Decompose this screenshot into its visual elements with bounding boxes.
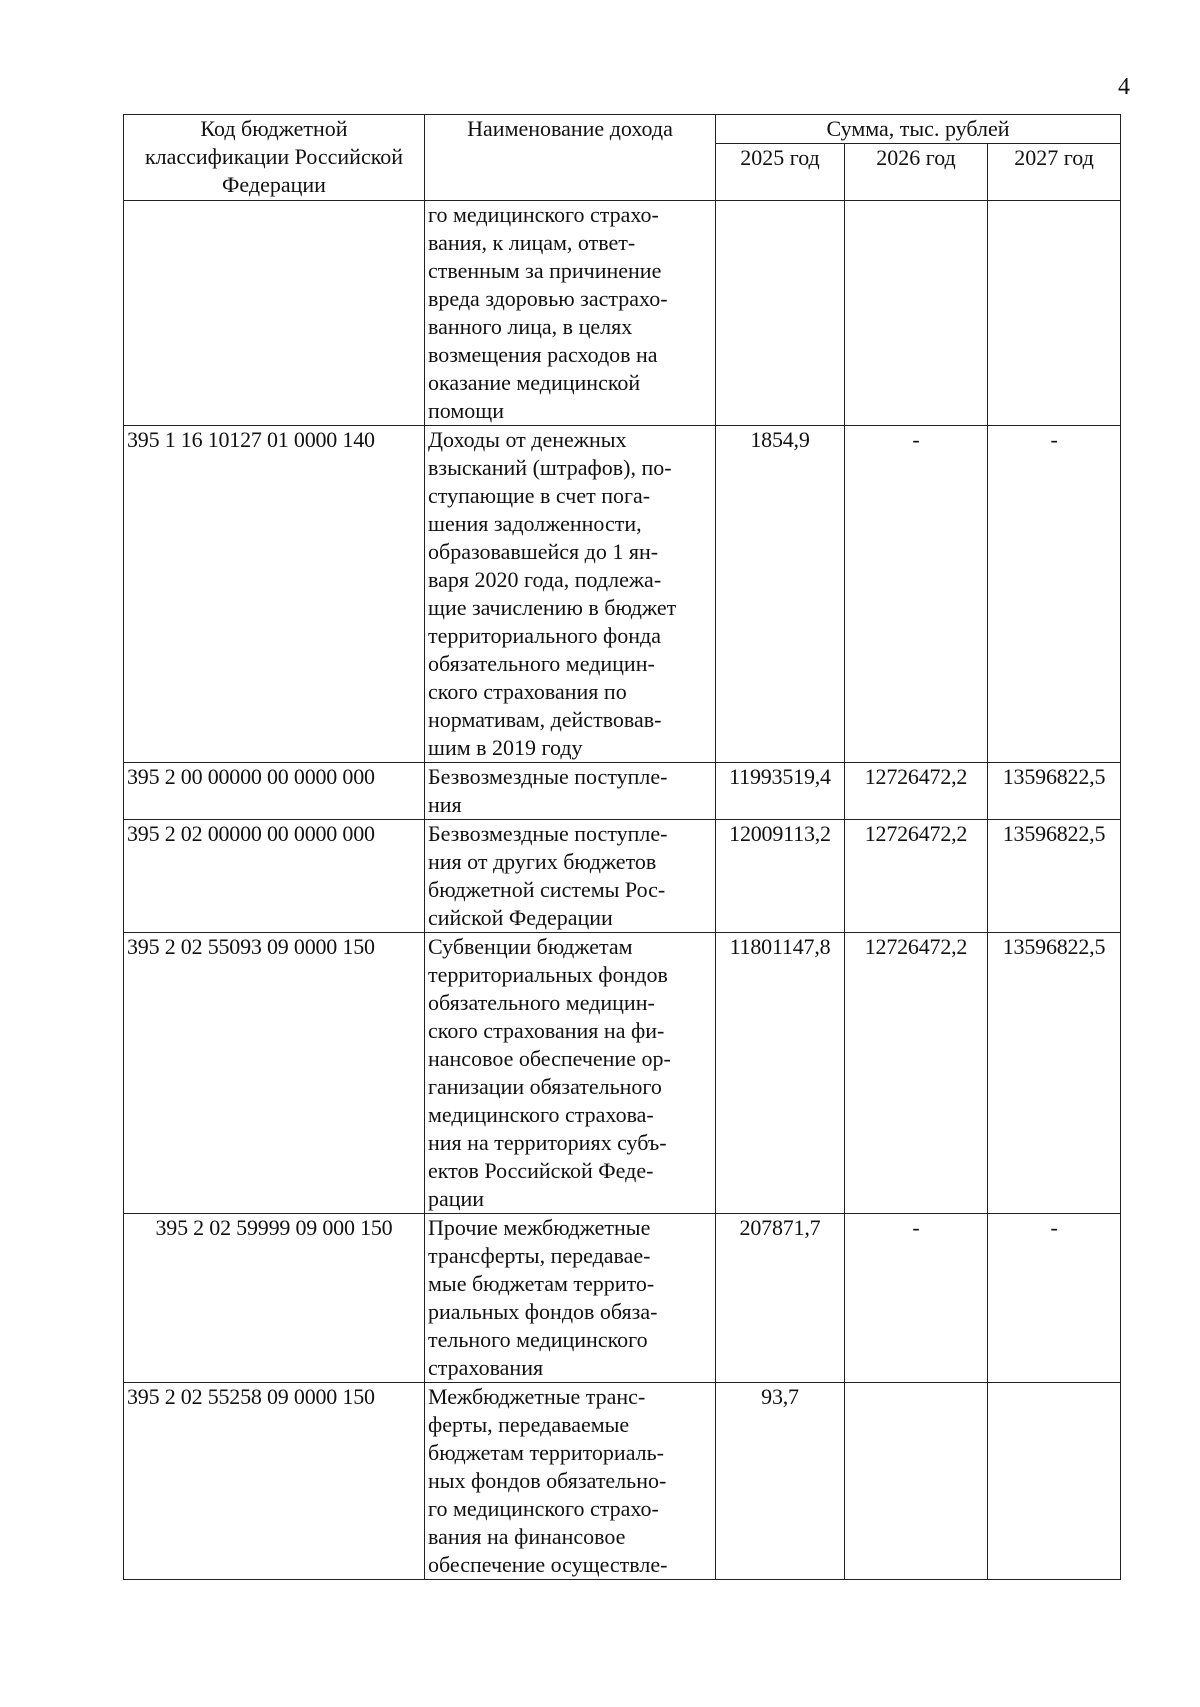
cell-amount-2027: -: [988, 426, 1121, 763]
name-line: ных фондов обязательно-: [428, 1468, 667, 1493]
name-line: рации: [428, 1186, 485, 1211]
name-line: территориального фонда: [428, 623, 661, 648]
name-line: возмещения расходов на: [428, 342, 658, 367]
header-year-2025: 2025 год: [716, 144, 845, 201]
cell-amount-2026: -: [845, 426, 988, 763]
name-line: шим в 2019 году: [428, 735, 583, 760]
cell-code: 395 2 02 59999 09 000 150: [124, 1214, 425, 1383]
header-sum: Сумма, тыс. рублей: [716, 115, 1121, 144]
cell-amount-2025: 11801147,8: [716, 933, 845, 1214]
name-line: нансовое обеспечение ор-: [428, 1046, 671, 1071]
name-line: щие зачислению в бюджет: [428, 595, 677, 620]
cell-code: 395 1 16 10127 01 0000 140: [124, 426, 425, 763]
cell-amount-2026: [845, 1383, 988, 1580]
name-line: Межбюджетные транс-: [428, 1384, 646, 1409]
name-line: ния на территориях субъ-: [428, 1130, 667, 1155]
name-line: бюджетной системы Рос-: [428, 877, 666, 902]
header-year-2027: 2027 год: [988, 144, 1121, 201]
header-year-2026: 2026 год: [845, 144, 988, 201]
cell-name: [425, 1214, 716, 1383]
cell-amount-2026: 12726472,2: [845, 933, 988, 1214]
name-line: вреда здоровью застрахо-: [428, 286, 668, 311]
cell-amount-2027: 13596822,5: [988, 933, 1121, 1214]
table-header: [124, 115, 1121, 201]
cell-amount-2026: -: [845, 1214, 988, 1383]
name-line: ферты, передаваемые: [428, 1412, 630, 1437]
name-line: ванного лица, в целях: [428, 314, 633, 339]
cell-amount-2027: [988, 201, 1121, 426]
table-row: [124, 763, 1121, 820]
name-line: оказание медицинской: [428, 370, 641, 395]
name-line: риальных фондов обяза-: [428, 1299, 658, 1324]
name-line: Безвозмездные поступле-: [428, 764, 668, 789]
cell-name: [425, 763, 716, 820]
revenue-table: [123, 114, 1121, 1580]
name-line: помощи: [428, 398, 504, 423]
name-line: варя 2020 года, подлежа-: [428, 567, 662, 592]
cell-amount-2025: 1854,9: [716, 426, 845, 763]
name-line: Субвенции бюджетам: [428, 934, 633, 959]
name-line: шения задолженности,: [428, 511, 642, 536]
name-line: образовавшейся до 1 ян-: [428, 539, 659, 564]
cell-amount-2025: 11993519,4: [716, 763, 845, 820]
table-row: [124, 933, 1121, 1214]
name-line: обязательного медицин-: [428, 990, 655, 1015]
cell-code: 395 2 00 00000 00 0000 000: [124, 763, 425, 820]
name-line: взысканий (штрафов), по-: [428, 455, 672, 480]
header-name: Наименование дохода: [425, 115, 716, 201]
table-row: [124, 201, 1121, 426]
name-line: Доходы от денежных: [428, 427, 627, 452]
table-body: [124, 201, 1121, 1580]
cell-name: [425, 933, 716, 1214]
cell-code: 395 2 02 00000 00 0000 000: [124, 820, 425, 933]
cell-name: [425, 820, 716, 933]
name-line: территориальных фондов: [428, 962, 668, 987]
name-line: ектов Российской Феде-: [428, 1158, 654, 1183]
name-line: нормативам, действовав-: [428, 707, 662, 732]
cell-amount-2027: -: [988, 1214, 1121, 1383]
cell-name: [425, 201, 716, 426]
cell-amount-2025: [716, 201, 845, 426]
cell-amount-2027: 13596822,5: [988, 763, 1121, 820]
cell-amount-2026: [845, 201, 988, 426]
table-row: [124, 1214, 1121, 1383]
cell-amount-2026: 12726472,2: [845, 820, 988, 933]
cell-code: 395 2 02 55093 09 0000 150: [124, 933, 425, 1214]
name-line: ственным за причинение: [428, 258, 662, 283]
name-line: Безвозмездные поступле-: [428, 821, 668, 846]
page-number: 4: [1118, 74, 1130, 100]
name-line: Прочие межбюджетные: [428, 1215, 651, 1240]
table-row: [124, 1383, 1121, 1580]
name-line: страхования: [428, 1355, 544, 1380]
cell-amount-2026: 12726472,2: [845, 763, 988, 820]
header-code: Код бюджетной классификации Российской Федерации: [124, 115, 425, 201]
name-line: ского страхования по: [428, 679, 627, 704]
table-row: [124, 820, 1121, 933]
name-line: го медицинского страхо-: [428, 1496, 659, 1521]
table-row: [124, 426, 1121, 763]
name-line: вания на финансовое: [428, 1524, 626, 1549]
name-line: медицинского страхова-: [428, 1102, 654, 1127]
name-line: бюджетам территориаль-: [428, 1440, 664, 1465]
cell-name: [425, 426, 716, 763]
name-line: тельного медицинского: [428, 1327, 648, 1352]
cell-amount-2027: [988, 1383, 1121, 1580]
name-line: мые бюджетам террито-: [428, 1271, 655, 1296]
name-line: вания, к лицам, ответ-: [428, 230, 636, 255]
name-line: ния: [428, 792, 462, 817]
name-line: трансферты, передавае-: [428, 1243, 651, 1268]
name-line: ского страхования на фи-: [428, 1018, 665, 1043]
cell-amount-2027: 13596822,5: [988, 820, 1121, 933]
name-line: обязательного медицин-: [428, 651, 655, 676]
cell-name: [425, 1383, 716, 1580]
name-line: ния от других бюджетов: [428, 849, 657, 874]
cell-code: [124, 201, 425, 426]
cell-amount-2025: 93,7: [716, 1383, 845, 1580]
name-line: сийской Федерации: [428, 905, 613, 930]
cell-amount-2025: 12009113,2: [716, 820, 845, 933]
cell-amount-2025: 207871,7: [716, 1214, 845, 1383]
name-line: ганизации обязательного: [428, 1074, 662, 1099]
name-line: ступающие в счет пога-: [428, 483, 651, 508]
name-line: го медицинского страхо-: [428, 202, 659, 227]
cell-code: 395 2 02 55258 09 0000 150: [124, 1383, 425, 1580]
name-line: обеспечение осуществле-: [428, 1552, 668, 1577]
